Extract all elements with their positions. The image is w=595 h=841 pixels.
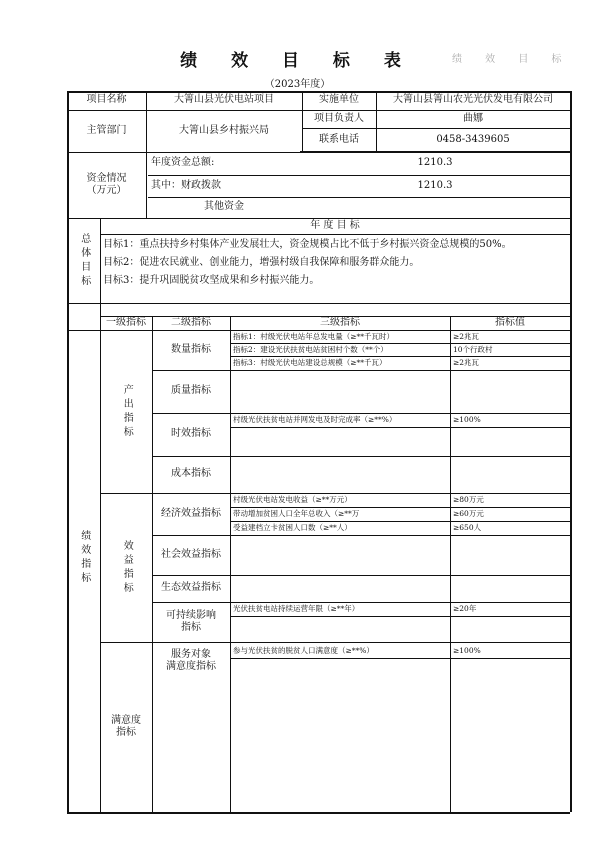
unit-label: 实施单位	[319, 94, 359, 106]
economic-label: 经济效益指标	[161, 507, 221, 519]
funds-total: 1210.3	[417, 157, 453, 169]
leader-value: 曲娜	[463, 112, 483, 124]
dept-label: 主管部门	[86, 124, 127, 136]
funds-other-label: 其他资金	[204, 201, 244, 213]
indicator-name: 光伏扶贫电站持续运营年限（≥**年）	[233, 603, 360, 613]
table-line	[230, 658, 570, 659]
service-label: 服务对象 满意度指标	[166, 648, 216, 672]
funds-other	[300, 197, 570, 218]
table-line	[570, 91, 572, 812]
table-line	[450, 316, 451, 812]
page-title: 绩 效 目 标 表	[180, 51, 415, 71]
eco-label: 生态效益指标	[161, 582, 221, 594]
indicator-value: ≥100%	[453, 414, 481, 424]
table-line	[67, 303, 570, 304]
phone-value: 0458-3439605	[436, 133, 510, 145]
satisfaction-label: 满意度 指标	[111, 714, 141, 738]
indicator-value: ≥80万元	[453, 494, 484, 504]
leader-label: 项目负责人	[314, 112, 364, 124]
indicator-name: 村级光伏扶贫电站并网发电及时完成率（≥**%）	[233, 414, 397, 424]
indicator-name: 指标2：建设光伏扶贫电站贫困村个数（**个）	[233, 344, 388, 354]
goals-label: 总体目标	[78, 232, 90, 289]
funds-fiscal-label: 其中：财政拨款	[151, 179, 221, 191]
table-line	[230, 316, 231, 812]
quantity-label: 数量指标	[171, 343, 211, 355]
perf-label: 绩效指标	[78, 529, 90, 586]
column-header: 一级指标	[106, 316, 146, 328]
indicator-name: 带动增加贫困人口全年总收入（≥**万	[233, 508, 360, 518]
indicator-name: 指标3：村级光伏电站建设总规模（≥**千瓦）	[233, 357, 387, 367]
funds-fiscal: 1210.3	[417, 179, 453, 191]
funds-label: 资金情况 （万元）	[86, 172, 127, 196]
column-header: 三级指标	[320, 316, 360, 328]
social-label: 社会效益指标	[161, 548, 221, 560]
indicator-value: ≥60万元	[453, 508, 484, 518]
project-name-label: 项目名称	[86, 94, 127, 106]
table-line	[230, 427, 570, 428]
sustain-label: 可持续影响 指标	[166, 609, 216, 633]
indicator-value: 10个行政村	[453, 344, 493, 354]
indicator-value: ≥2兆瓦	[453, 357, 480, 367]
cost-label: 成本指标	[171, 468, 211, 480]
indicator-value: ≥650人	[453, 522, 482, 532]
indicator-name: 村级光伏电站发电收益（≥**万元）	[233, 494, 352, 504]
dept-value: 大箐山县乡村振兴局	[179, 124, 269, 136]
indicator-name: 参与光伏扶贫的脱贫人口满意度（≥**%）	[233, 645, 374, 655]
effect-label: 效益指标	[121, 539, 133, 596]
funds-total-label: 年度资金总额:	[151, 157, 215, 169]
goal-item: 目标1：重点扶持乡村集体产业发展壮大，资金规模占比不低于乡村振兴资金总规模的50%。	[103, 238, 512, 250]
phone-label: 联系电话	[319, 133, 359, 145]
timeliness-label: 时效指标	[171, 428, 211, 440]
quality-label: 质量指标	[171, 385, 211, 397]
column-header: 指标值	[495, 316, 525, 328]
indicator-name: 受益建档立卡贫困人口数（≥**人）	[233, 522, 352, 532]
indicator-value: ≥2兆瓦	[453, 331, 480, 341]
indicator-name: 指标1：村级光伏电站年总发电量（≥**千瓦时）	[233, 331, 395, 341]
table-line	[146, 152, 147, 218]
stamp-mark: 绩 效 目 标	[452, 54, 572, 65]
year-label: （2023年度）	[264, 79, 331, 90]
output-label: 产出指标	[121, 383, 133, 440]
goal-item: 目标2：促进农民就业、创业能力，增强村级自我保障和服务群众能力。	[103, 256, 420, 268]
table-line	[100, 234, 570, 235]
unit-value: 大箐山县箐山农光光伏发电有限公司	[393, 94, 553, 106]
table-line	[67, 812, 570, 814]
project-name: 大箐山县光伏电站项目	[174, 94, 274, 106]
table-line	[230, 616, 570, 617]
column-header: 二级指标	[171, 316, 211, 328]
indicator-value: ≥100%	[453, 645, 481, 655]
goal-item: 目标3：提升巩固脱贫攻坚成果和乡村振兴能力。	[103, 274, 320, 286]
indicator-value: ≥20年	[453, 603, 477, 613]
goals-header: 年 度 目 标	[310, 219, 360, 231]
